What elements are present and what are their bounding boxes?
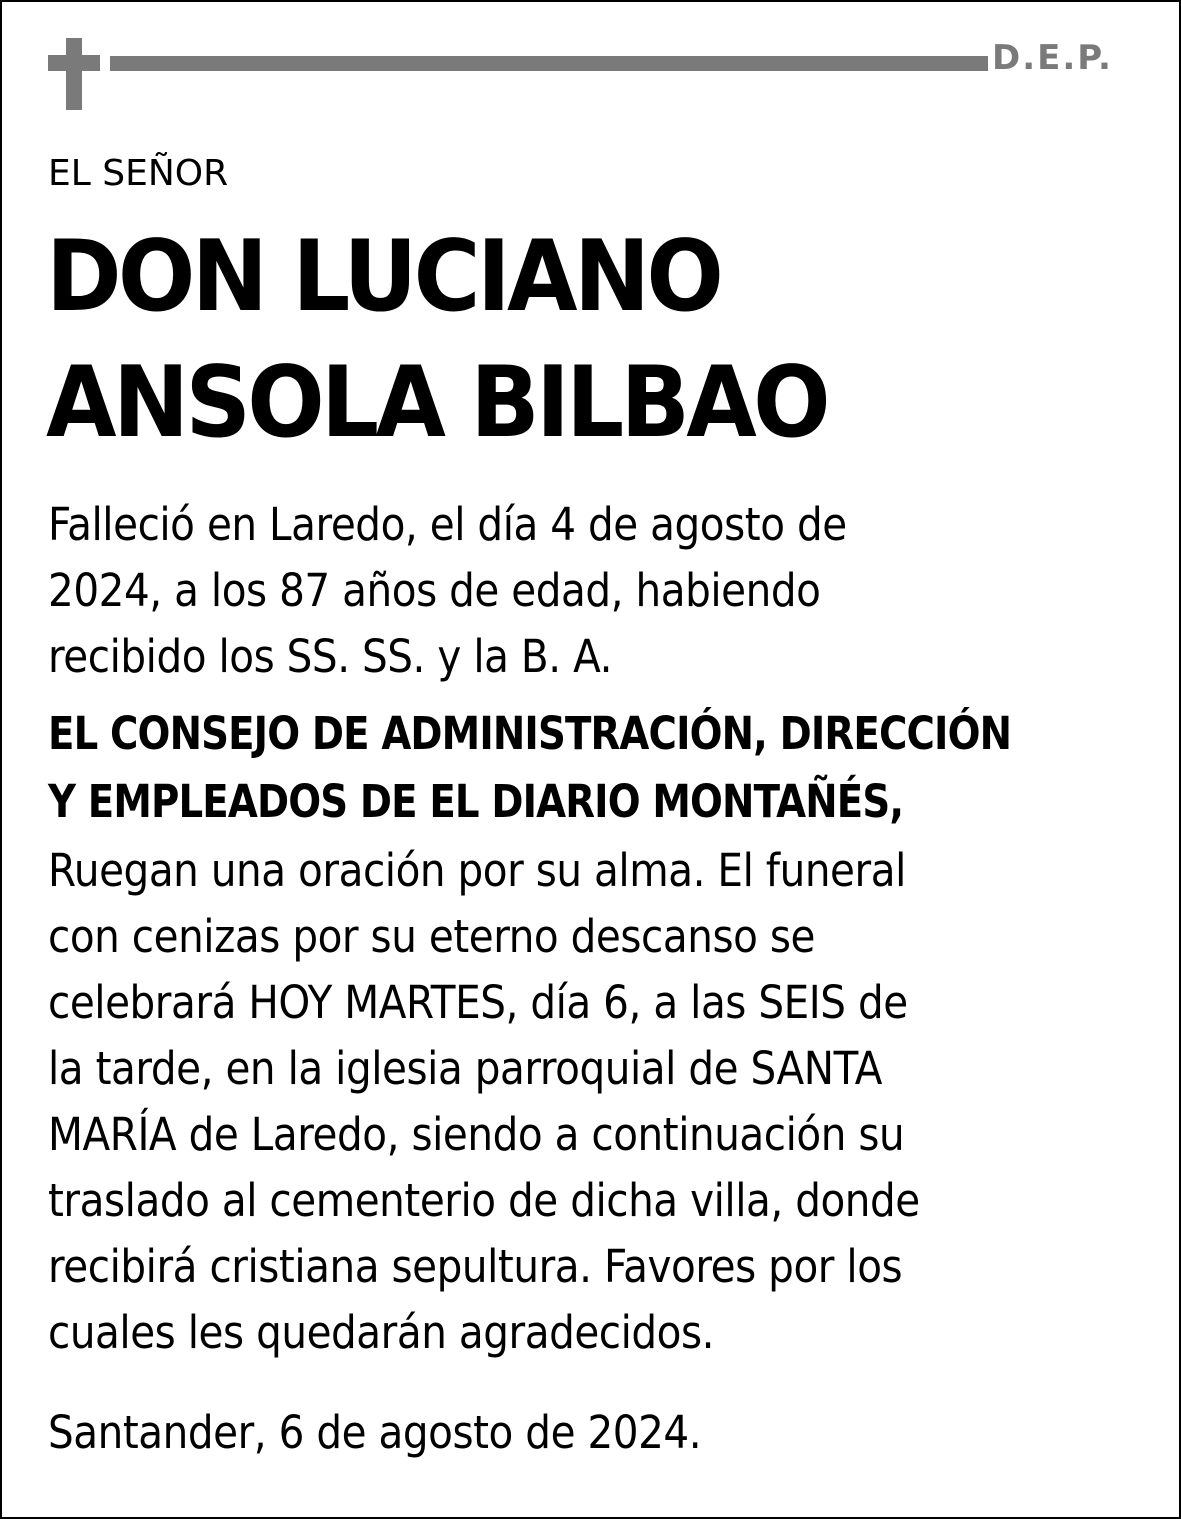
cross-horizontal-bar [48, 55, 100, 71]
latin-cross-icon [48, 38, 100, 110]
deceased-name-line-1: DON LUCIANO [46, 220, 721, 334]
cross-vertical-bar [66, 38, 82, 110]
organization-line: EL CONSEJO DE ADMINISTRACIÓN, DIRECCIÓN [48, 707, 1012, 760]
death-line: recibido los SS. SS. y la B. A. [48, 630, 613, 683]
notice-prefix: EL SEÑOR [48, 153, 229, 194]
funeral-line: la tarde, en la iglesia parroquial de SANTA [48, 1042, 883, 1095]
closing-line: Santander, 6 de agosto de 2024. [48, 1406, 702, 1459]
organization-heading [48, 700, 1080, 836]
deceased-name-line-2: ANSOLA BILBAO [46, 346, 827, 460]
funeral-line: MARÍA de Laredo, siendo a continuación su [48, 1108, 905, 1161]
death-line: Falleció en Laredo, el día 4 de agosto de [48, 498, 847, 551]
death-paragraph [48, 492, 1065, 690]
funeral-line: recibirá cristiana sepultura. Favores por los [48, 1240, 903, 1293]
funeral-line: celebrará HOY MARTES, día 6, a las SEIS de [48, 976, 908, 1029]
organization-line: Y EMPLEADOS DE EL DIARIO MONTAÑÉS, [48, 775, 904, 828]
funeral-line: cuales les quedarán agradecidos. [48, 1306, 715, 1359]
funeral-line: Ruegan una oración por su alma. El funeral [48, 844, 906, 897]
dep-label: D.E.P. [992, 38, 1113, 78]
header-rule [110, 56, 988, 71]
funeral-paragraph [48, 838, 1065, 1366]
funeral-line: con cenizas por su eterno descanso se [48, 910, 815, 963]
funeral-line: traslado al cementerio de dicha villa, donde [48, 1174, 920, 1227]
place-and-date [48, 1400, 1065, 1466]
death-line: 2024, a los 87 años de edad, habiendo [48, 564, 821, 617]
